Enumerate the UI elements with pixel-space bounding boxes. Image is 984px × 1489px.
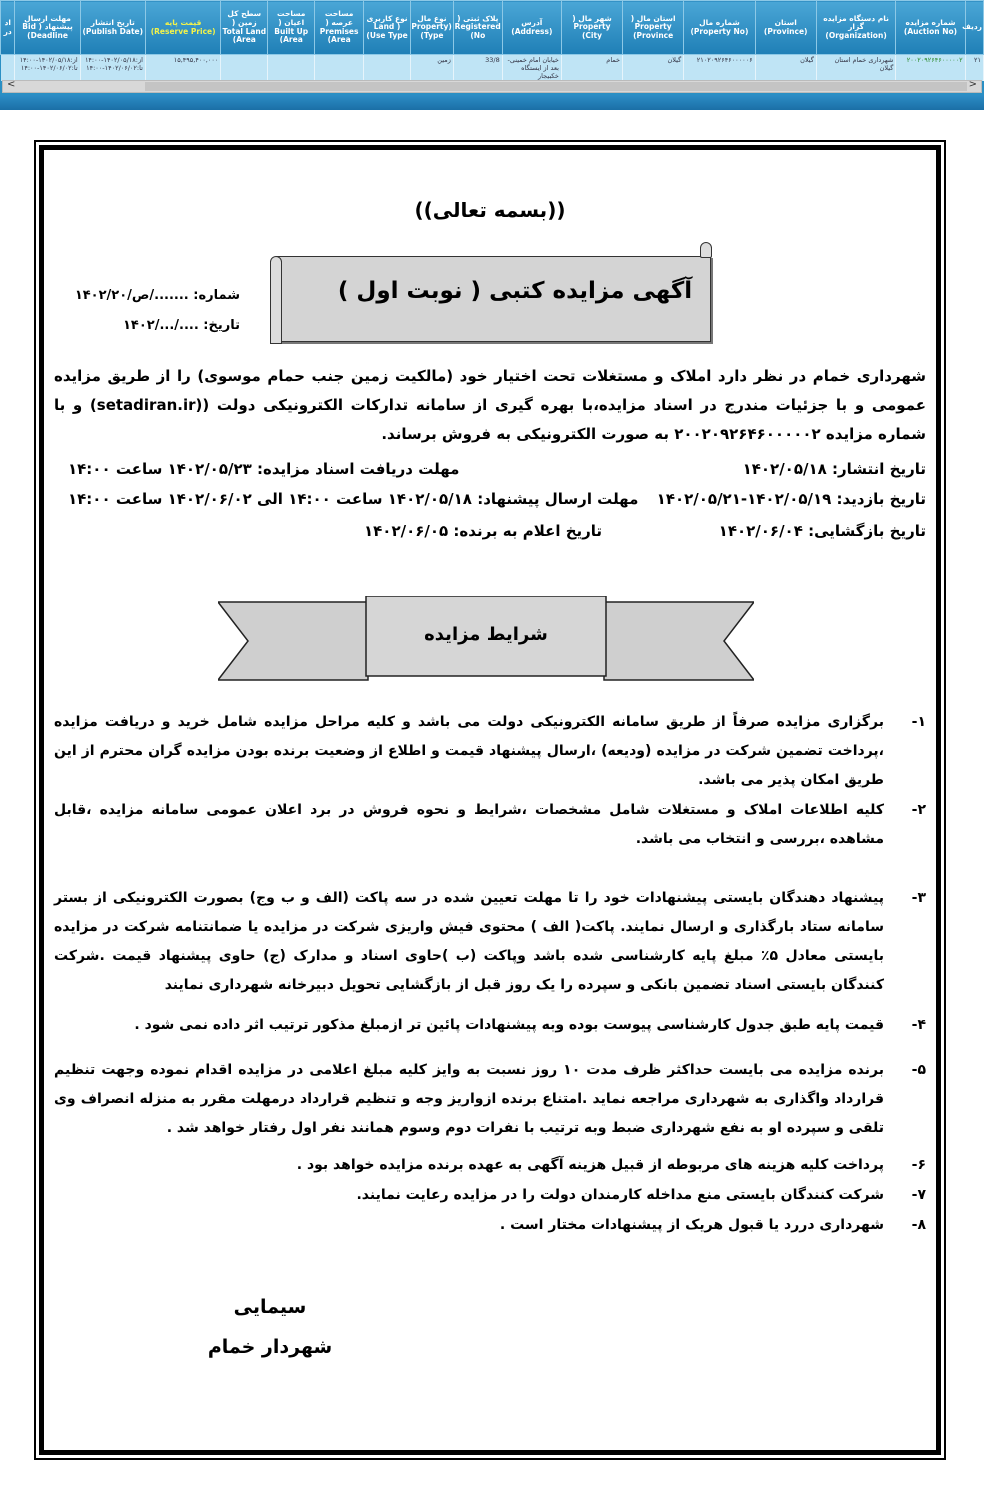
column-header[interactable]: مساحت عرصه ( Premises Area) [315, 1, 364, 55]
condition-8: ۸- شهرداری دررد یا قبول هریک از پیشنهادات مختار است . [499, 1217, 926, 1233]
scrollbar-thumb[interactable] [145, 82, 967, 91]
table-cell [221, 55, 268, 82]
column-header[interactable]: نوع مال (Property Type) [411, 1, 454, 55]
column-header[interactable]: نام دستگاه مزایده گزار (Organization) [816, 1, 896, 55]
dates-row-1 [54, 460, 926, 490]
auction-table [0, 0, 984, 81]
table-cell: ۲۰۰۲۰۹۲۶۴۶۰۰۰۰۰۲ [896, 55, 965, 82]
table-row[interactable] [1, 55, 984, 82]
column-header[interactable]: تاریخ انتشار (Publish Date) [80, 1, 145, 55]
scroll-right-arrow-icon[interactable]: > [968, 79, 977, 90]
condition-5: ۵- برنده مزایده می بایست حداکثر ظرف مدت ۱۰ روز نسبت به وایز کلیه مبلغ اعلامی در مزایده اقدام نموده وجهت تنظیم قرارداد واگذاری به شهرداری مراجعه نماید .امتناع برنده ازواریز وجه و تنظیم قرارداد درمهلت مقرر به منزله انصراف وی تلقی و سپرده او به نفع شهرداری ضبط وبه ترتیب با نفرات دوم وسوم همانند نفر اول رفتار خواهد شد . [54, 1062, 926, 1136]
table-cell: از:۱۴۰۲/۰۵/۱۸-۱۴:۰۰ تا:۱۴۰۲/۰۶/۰۲-۱۴:۰۰ [15, 55, 80, 82]
condition-7: ۷- شرکت کنندگان بایستی منع مداخله کارمندان دولت را در مزایده رعایت نمایند. [356, 1187, 926, 1203]
condition-1: ۱- برگزاری مزایده صرفاً از طریق سامانه الکترونیکی دولت می باشد و کلیه مراحل مزایده شامل خرید و دریافت مزایده ،پرداخت تضمین شرکت در مزایده (ودیعه) ،ارسال پیشنهاد قیمت و اطلاع از وضعیت برنده بودن مزایده گران محترم از این طریق امکان پذیر می باشد. [54, 714, 926, 788]
column-header[interactable]: نوع کاربری ( Land Use Type) [364, 1, 411, 55]
table-cell: شهرداری خمام استان گیلان [816, 55, 896, 82]
table-cell: گیلان [623, 55, 684, 82]
bismillah-heading: ((بسمه تعالی)) [414, 198, 566, 222]
column-header[interactable]: استان (Province) [755, 1, 816, 55]
table-cell [315, 55, 364, 82]
table-cell: خمام [561, 55, 622, 82]
table-cell: زمین [411, 55, 454, 82]
table-cell [1, 55, 15, 82]
auction-grid [0, 0, 984, 110]
column-header[interactable]: ردیف [965, 1, 983, 55]
publish-date: تاریخ انتشار: ۱۴۰۲/۰۵/۱۸ [742, 460, 926, 478]
column-header[interactable]: شهر مال ( Property City) [561, 1, 622, 55]
conditions-title: شرایط مزایده [424, 624, 548, 645]
condition-2: ۲- کلیه اطلاعات املاک و مستغلات شامل مشخصات ،شرایط و نحوه فروش در برد اعلان عمومی سامانه مزایده ،قابل مشاهده ،بررسی و انتخاب می باشد. [54, 802, 926, 847]
column-header[interactable]: استان مال ( Property Province) [623, 1, 684, 55]
column-header[interactable]: پلاک ثبتی ( Registered No) [453, 1, 502, 55]
table-cell: خیابان امام خمینی-بعد از ایستگاه خکبیجار [502, 55, 561, 82]
column-header[interactable]: شماره مال (Property No) [684, 1, 755, 55]
table-cell [364, 55, 411, 82]
letter-number: شماره: ......./ص/۱۴۰۲/۲۰ [74, 288, 240, 303]
horizontal-scrollbar[interactable] [2, 80, 982, 93]
grid-footer-band [0, 95, 984, 110]
table-cell: 33/8 [453, 55, 502, 82]
column-header[interactable]: مهلت ارسال پیشنهاد ( Bid Deadline) [15, 1, 80, 55]
table-cell: ۲۱ [965, 55, 983, 82]
table-cell: گیلان [755, 55, 816, 82]
table-cell: ۲۱۰۲۰۹۲۶۴۶۰۰۰۰۰۶ [684, 55, 755, 82]
condition-4: ۴- قیمت پایه طبق جدول کارشناسی پیوست بوده وبه پیشنهادات پائین تر ازمبلغ مذکور ترتیب اثر داده نمی شود . [134, 1017, 926, 1033]
docs-deadline: مهلت دریافت اسناد مزایده: ۱۴۰۲/۰۵/۲۳ ساعت ۱۴:۰۰ [68, 460, 460, 478]
dates-row-2 [54, 490, 926, 520]
signer-title: شهردار خمام [207, 1336, 333, 1358]
scroll-left-arrow-icon[interactable]: < [7, 79, 16, 90]
dates-row-3 [54, 522, 926, 552]
table-cell: ۱۵,۴۹۵,۴۰۰,۰۰۰ [145, 55, 220, 82]
letter-date: تاریخ: ..../.../۱۴۰۲ [122, 318, 240, 333]
column-header[interactable]: سطح کل زمین ( Total Land Area) [221, 1, 268, 55]
column-header[interactable]: مساحت اعیان ( Built Up Area) [268, 1, 315, 55]
intro-paragraph: شهرداری خمام در نظر دارد املاک و مستغلات تحت اختیار خود (مالکیت زمین جنب حمام موسوی) را از طریق مزایده عمومی و با جزئیات مندرج در اسناد مزایده،با بهره گیری از سامانه تدارکات الکترونیکی دولت ((setadiran.ir) و با شماره مزایده ۲۰۰۲۰۹۲۶۴۶۰۰۰۰۰۲ به صورت الکترونیکی به فروش برساند. [54, 367, 927, 443]
table-cell [268, 55, 315, 82]
winner-date: تاریخ اعلام به برنده: ۱۴۰۲/۰۶/۰۵ [364, 522, 603, 540]
column-header[interactable]: آدرس (Address) [502, 1, 561, 55]
opening-date: تاریخ بازگشایی: ۱۴۰۲/۰۶/۰۴ [718, 522, 926, 540]
bid-deadline: مهلت ارسال پیشنهاد: ۱۴۰۲/۰۵/۱۸ ساعت ۱۴:۰۰ الی ۱۴۰۲/۰۶/۰۲ ساعت ۱۴:۰۰ [68, 490, 639, 508]
column-header[interactable]: قیمت پایه (Reserve Price) [145, 1, 220, 55]
column-header[interactable]: اد در [1, 1, 15, 55]
table-cell: از:۱۴۰۲/۰۵/۱۸-۱۴:۰۰ تا:۱۴۰۲/۰۶/۰۲-۱۴:۰۰ [80, 55, 145, 82]
column-header[interactable]: شماره مزایده (Auction No) [896, 1, 965, 55]
page-title: آگهی مزایده کتبی ( نوبت اول ) [337, 278, 693, 304]
condition-3: ۳- پیشنهاد دهندگان بایستی پیشنهادات خود را تا مهلت تعیین شده در سه پاکت (الف و ب وج) بصورت الکترونیکی از بستر سامانه ستاد بارگذاری و ارسال نمایند. پاکت( الف ) محتوی فیش واریزی شرکت در مزایده یا ضمانتنامه شرکت در مزایده بایستی معادل ۵٪ مبلغ پایه کارشناسی شده باشد وپاکت (ب )حاوی اسناد و مدارک (ج) حاوی پیشنهاد قیمت .شرکت کنندگان بایستی اسناد تضمین بانکی و سپرده را یک روز قبل از بازگشایی تحویل دبیرخانه شهرداری نمایند [54, 890, 926, 993]
visit-date: تاریخ بازدید: ۱۴۰۲/۰۵/۱۹-۱۴۰۲/۰۵/۲۱ [656, 490, 926, 508]
condition-6: ۶- پرداخت کلیه هزینه های مربوطه از قبیل هزینه آگهی به عهده برنده مزایده خواهد بود . [296, 1157, 926, 1173]
signer-name: سیمایی [233, 1296, 307, 1318]
